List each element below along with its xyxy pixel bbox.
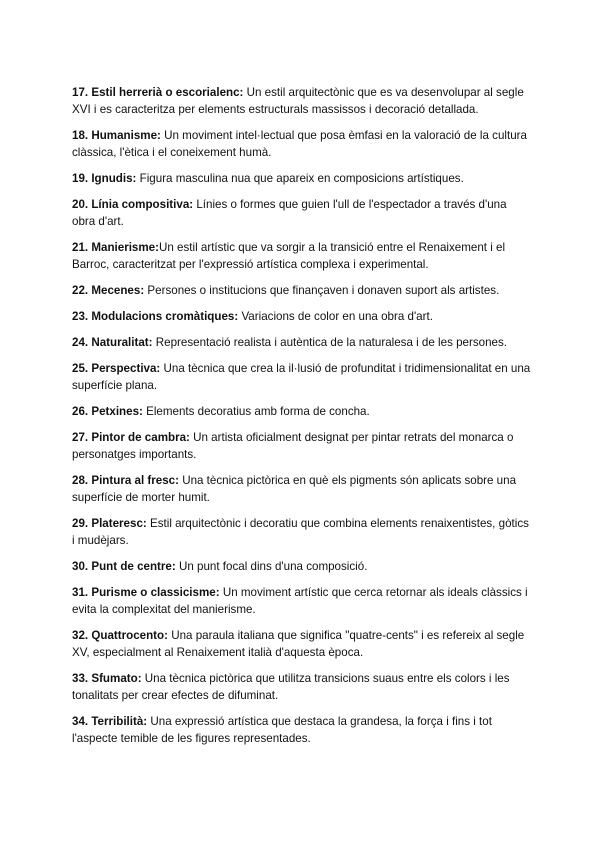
glossary-entry-29 (72, 515, 532, 549)
entry-term: 19. Ignudis: (72, 172, 137, 185)
glossary-page (72, 84, 532, 756)
glossary-entry-24 (72, 334, 532, 351)
entry-definition: Persones o institucions que finançaven i donaven suport als artistes. (144, 284, 500, 297)
glossary-entry-31 (72, 584, 532, 618)
entry-term: 31. Purisme o classicisme: (72, 586, 220, 599)
entry-term: 29. Plateresc: (72, 517, 147, 530)
entry-definition: Estil arquitectònic i decoratiu que combina elements renaixentistes, gòtics i mudèjars. (72, 517, 529, 547)
glossary-entry-28 (72, 472, 532, 506)
glossary-entry-33 (72, 670, 532, 704)
entry-term: 23. Modulacions cromàtiques: (72, 310, 239, 323)
entry-definition: Una tècnica pictòrica en què els pigments són aplicats sobre una superfície de morter humit. (72, 474, 517, 504)
entry-definition: Una tècnica que crea la il·lusió de profunditat i tridimensionalitat en una superfície plana. (72, 362, 531, 392)
entry-definition: Representació realista i autèntica de la naturalesa i de les persones. (152, 336, 508, 349)
glossary-entry-30 (72, 558, 532, 575)
entry-definition: Un artista oficialment designat per pintar retrats del monarca o personatges importants. (72, 431, 514, 461)
entry-term: 28. Pintura al fresc: (72, 474, 179, 487)
glossary-entry-27 (72, 429, 532, 463)
entry-term: 24. Naturalitat: (72, 336, 153, 349)
entry-definition: Un estil arquitectònic que es va desenvolupar al segle XVI i es caracteritza per elements estructurals massissos i decoració detallada. (72, 86, 524, 116)
glossary-entry-26 (72, 403, 532, 420)
glossary-entry-19 (72, 170, 532, 187)
entry-term: 32. Quattrocento: (72, 629, 168, 642)
glossary-entry-18 (72, 127, 532, 161)
entry-definition: Un punt focal dins d'una composició. (175, 560, 368, 573)
glossary-entry-23 (72, 308, 532, 325)
entry-definition: Una tècnica pictòrica que utilitza transicions suaus entre els colors i les tonalitats per crear efectes de difuminat. (72, 672, 510, 702)
entry-term: 25. Perspectiva: (72, 362, 161, 375)
entry-definition: Un moviment artístic que cerca retornar als ideals clàssics i evita la complexitat del manierisme. (72, 586, 528, 616)
entry-term: 33. Sfumato: (72, 672, 142, 685)
entry-term: 26. Petxines: (72, 405, 143, 418)
entry-term: 17. Estil herrerià o escorialenc: (72, 86, 244, 99)
entry-definition: Un estil artístic que va sorgir a la transició entre el Renaixement i el Barroc, caracteritzat per l'expressió artística complexa i experimental. (72, 241, 506, 271)
entry-definition: Figura masculina nua que apareix en composicions artístiques. (136, 172, 464, 185)
entry-term: 30. Punt de centre: (72, 560, 176, 573)
entry-definition: Variacions de color en una obra d'art. (238, 310, 433, 323)
glossary-entry-20 (72, 196, 532, 230)
glossary-entry-17 (72, 84, 532, 118)
entry-definition: Un moviment intel·lectual que posa èmfasi en la valoració de la cultura clàssica, l'ètica i el coneixement humà. (72, 129, 527, 159)
entry-definition: Elements decoratius amb forma de concha. (142, 405, 370, 418)
entry-term: 22. Mecenes: (72, 284, 145, 297)
entry-term: 34. Terribilità: (72, 715, 148, 728)
entry-definition: Una expressió artística que destaca la grandesa, la força i fins i tot l'aspecte temible de les figures representades. (72, 715, 492, 745)
entry-term: 20. Línia compositiva: (72, 198, 194, 211)
glossary-entry-22 (72, 282, 532, 299)
entry-definition: Una paraula italiana que significa "quatre-cents" i es refereix al segle XV, especialment al Renaixement italià d'aquesta època. (72, 629, 525, 659)
entry-term: 18. Humanisme: (72, 129, 161, 142)
glossary-entry-32 (72, 627, 532, 661)
entry-term: 21. Manierisme: (72, 241, 159, 254)
glossary-entry-34 (72, 713, 532, 747)
entry-term: 27. Pintor de cambra: (72, 431, 190, 444)
glossary-entry-25 (72, 360, 532, 394)
glossary-entry-21 (72, 239, 532, 273)
entry-definition: Línies o formes que guien l'ull de l'espectador a través d'una obra d'art. (72, 198, 507, 228)
